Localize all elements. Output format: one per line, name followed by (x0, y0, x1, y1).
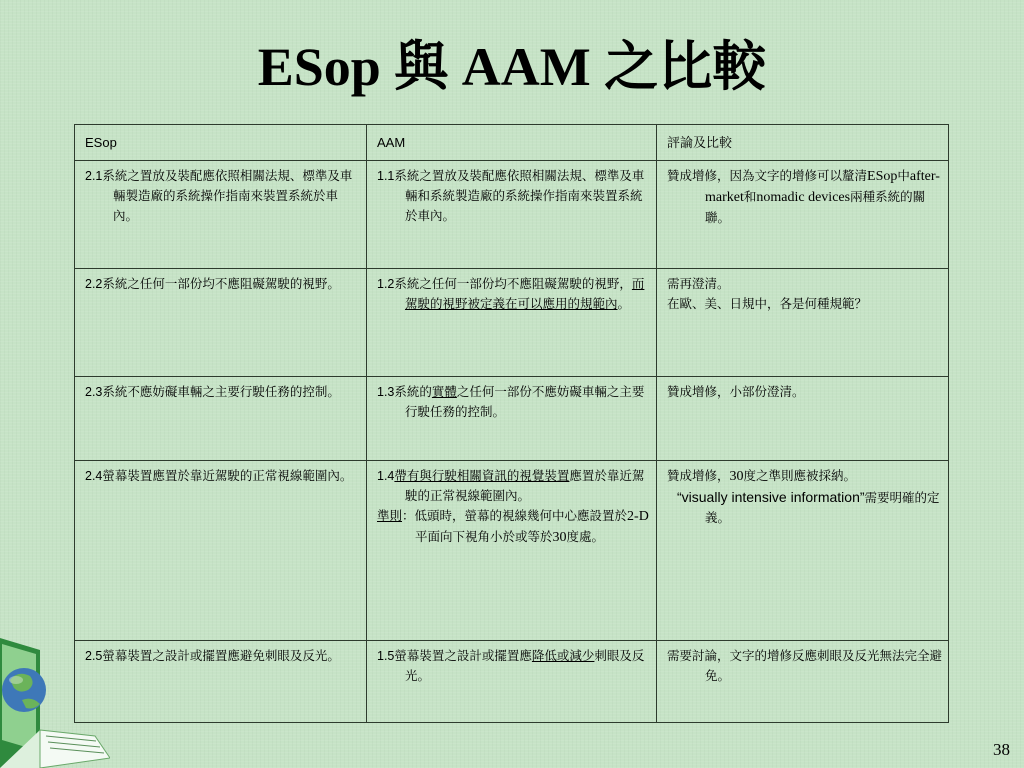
table-header-row (75, 125, 949, 161)
clause-number: 1.1 (377, 169, 395, 183)
cell-esop: 2.4螢幕裝置應置於靠近駕駛的正常視線範圍內。 (75, 461, 367, 641)
page-number: 38 (993, 740, 1010, 759)
cell-esop (75, 161, 367, 269)
cell-aam: 1.4帶有與行駛相關資訊的視覺裝置應置於靠近駕駛的正常視線範圍內。 準則：低頭時，螢幕的視線幾何中心應設置於2-D平面向下視角小於或等於30度處。 (367, 461, 657, 641)
cell-esop: 2.3系統不應妨礙車輛之主要行駛任務的控制。 (75, 377, 367, 461)
cell-aam: 1.5螢幕裝置之設計或擺置應降低或減少刺眼及反光。 (367, 641, 657, 723)
cell-comment: 需要討論，文字的增修反應刺眼及反光無法完全避免。 (657, 641, 949, 723)
cell-aam: 1.3系統的實體之任何一部份不應妨礙車輛之主要行駛任務的控制。 (367, 377, 657, 461)
cell-aam (367, 161, 657, 269)
clause-text: 系統之置放及裝配應依照相關法規、標準及車輛和系統製造廠的系統操作指南來裝置系統於車內。 (394, 168, 645, 223)
header-esop: ESop (75, 125, 367, 161)
cell-aam: 1.2系統之任何一部份均不應阻礙駕駛的視野，而駕駛的視野被定義在可以應用的規範內。 (367, 269, 657, 377)
header-comment: 評論及比較 (657, 125, 949, 161)
cell-comment: 贊成增修，因為文字的增修可以釐清ESop中after-market和nomadic devices兩種系統的關聯。 (657, 161, 949, 269)
table-row (75, 269, 949, 377)
cell-comment: 贊成增修，30度之準則應被採納。 “visually intensive information”需要明確的定義。 (657, 461, 949, 641)
amended-text: 而駕駛的視野被定義在可以應用的規範內 (405, 276, 645, 311)
clause-number: 2.1 (85, 169, 103, 183)
amended-text: 帶有與行駛相關資訊的視覺裝置 (394, 468, 570, 483)
cell-esop: 2.2系統之任何一部份均不應阻礙駕駛的視野。 (75, 269, 367, 377)
comparison-table (74, 124, 949, 723)
rule-label: 準則 (377, 508, 403, 523)
table-row (75, 461, 949, 641)
cell-comment: 需再澄清。 在歐、美、日規中，各是何種規範？ (657, 269, 949, 377)
table-row (75, 161, 949, 269)
cell-comment: 贊成增修，小部份澄清。 (657, 377, 949, 461)
amended-text: 實體 (431, 384, 457, 399)
table-row (75, 377, 949, 461)
header-aam: AAM (367, 125, 657, 161)
cell-esop: 2.5螢幕裝置之設計或擺置應避免刺眼及反光。 (75, 641, 367, 723)
laptop-globe-illustration (0, 618, 110, 768)
clause-text: 系統之置放及裝配應依照相關法規、標準及車輛製造廠的系統操作指南來裝置系統於車內。 (102, 168, 353, 223)
table-row (75, 641, 949, 723)
slide-title: ESop 與 AAM 之比較 (257, 37, 767, 97)
amended-text: 降低或減少 (531, 648, 595, 663)
globe-icon (2, 668, 46, 712)
